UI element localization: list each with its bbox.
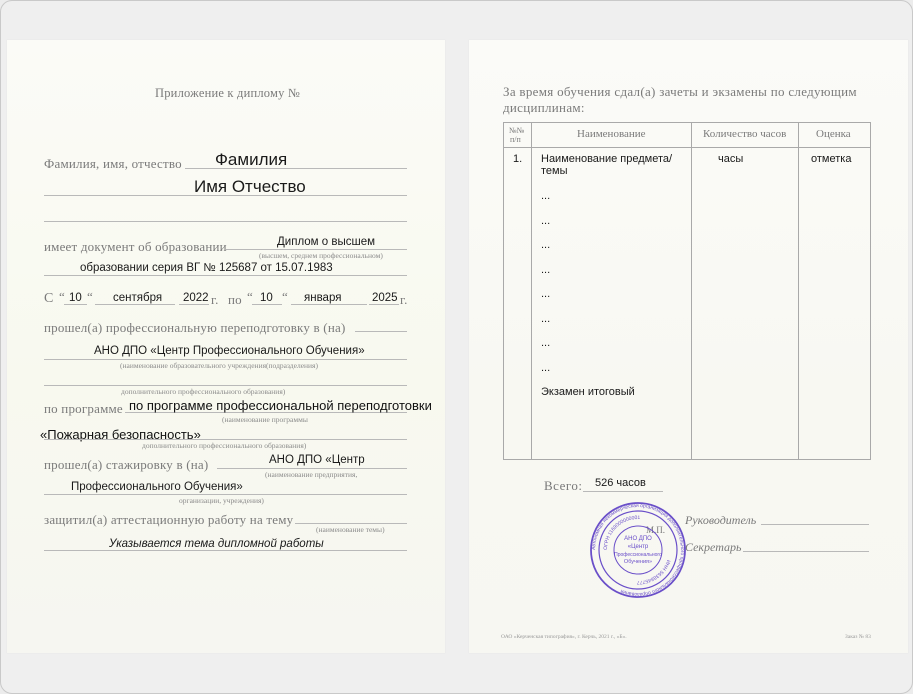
to-year: 2025 xyxy=(372,292,398,304)
thesis-line xyxy=(295,523,407,524)
col-hours-header: Количество часов xyxy=(703,128,787,140)
dots-row-6: ... xyxy=(541,313,551,325)
dop-hint-2: дополнительного профессионального образования) xyxy=(142,441,307,450)
diploma-right-page xyxy=(469,40,908,653)
mp-label: М.П. xyxy=(646,525,666,535)
fio-label: Фамилия, имя, отчество xyxy=(44,156,182,171)
to-month-line xyxy=(291,304,367,305)
table-header-divider xyxy=(503,147,870,148)
from-label: С xyxy=(44,291,54,306)
row1-num: 1. xyxy=(513,153,523,165)
thesis-line-2 xyxy=(44,550,407,551)
from-month-line xyxy=(95,304,175,305)
seal-center-1: АНО ДПО xyxy=(624,536,652,542)
seal-inn-text: ИНН 5638845777 xyxy=(636,558,672,586)
retrain-line xyxy=(355,331,407,332)
col-name-header: Наименование xyxy=(577,128,646,140)
to-label: по xyxy=(228,292,242,307)
intern-hint-2: организации, учреждения) xyxy=(179,496,264,505)
dots-row-2: ... xyxy=(541,215,551,227)
doc-value-2: образовании серия ВГ № 125687 от 15.07.1983 xyxy=(80,262,333,274)
head-signature-line xyxy=(761,524,869,525)
quote-close-1: “ xyxy=(87,289,93,304)
doc-hint: (высшем, среднем профессиональном) xyxy=(259,251,383,260)
col-num-header-2: п/п xyxy=(510,135,521,144)
to-day: 10 xyxy=(260,292,273,304)
doc-value-1: Диплом о высшем xyxy=(277,236,376,248)
seal-center-2: «Центр xyxy=(627,544,649,550)
printer-footer: ОАО «Керченская типография», г. Керчь, 2021 г., «Б». xyxy=(501,634,627,640)
to-month: января xyxy=(304,292,342,304)
surname-value: Фамилия xyxy=(215,150,288,169)
institution-line-2 xyxy=(44,385,407,386)
table-col-divider-1 xyxy=(531,122,532,459)
row1-grade: отметка xyxy=(811,153,852,165)
from-year-line xyxy=(179,304,209,305)
blank-line xyxy=(44,221,407,222)
total-line xyxy=(583,491,663,492)
thesis-hint: (наименование темы) xyxy=(316,525,385,534)
seal-middle-ring xyxy=(599,511,677,589)
dots-row-5: ... xyxy=(541,288,551,300)
dots-row-7: ... xyxy=(541,337,551,349)
intern-value-1: АНО ДПО «Центр xyxy=(269,454,365,466)
total-value: 526 часов xyxy=(595,477,646,489)
dots-row-1: ... xyxy=(541,190,551,202)
head-label: Руководитель xyxy=(685,513,757,527)
secretary-signature-line xyxy=(743,551,869,552)
dots-row-4: ... xyxy=(541,264,551,276)
order-footer: Заказ № 83 xyxy=(845,634,871,640)
from-day-line xyxy=(64,304,87,305)
intern-line xyxy=(217,468,407,469)
secretary-label: Секретарь xyxy=(685,540,742,554)
to-year-line xyxy=(369,304,399,305)
final-exam-row: Экзамен итоговый xyxy=(541,386,635,398)
row1-name-2: темы xyxy=(541,165,568,177)
seal-center-4: Обучения» xyxy=(623,559,653,565)
intern-line-2 xyxy=(44,494,407,495)
exams-heading-1: За время обучения сдал(а) зачеты и экзамены по следующим xyxy=(503,84,857,99)
retrain-label: прошел(а) профессиональную переподготовку в (на) xyxy=(44,320,346,335)
dots-row-3: ... xyxy=(541,239,551,251)
col-grade-header: Оценка xyxy=(816,128,851,140)
program-value-2: «Пожарная безопасность» xyxy=(40,427,201,442)
institution-hint: (наименование образовательного учреждения(подразделения) xyxy=(120,361,318,370)
doc-label: имеет документ об образовании xyxy=(44,239,227,254)
thesis-label: защитил(а) аттестационную работу на тему xyxy=(44,512,294,527)
seal-inner-ring xyxy=(614,526,662,574)
dots-row-8: ... xyxy=(541,362,551,374)
program-hint: (наименование программы xyxy=(222,415,308,424)
appendix-title: Приложение к диплому № xyxy=(155,86,301,100)
dop-hint: дополнительного профессионального образования) xyxy=(121,387,286,396)
seal-ogrn-text: ОГРН 1169000000001 xyxy=(602,514,641,551)
table-col-divider-3 xyxy=(798,122,799,459)
to-day-line xyxy=(252,304,282,305)
year-suffix-1: г. xyxy=(211,292,219,307)
name-patronymic-value: Имя Отчество xyxy=(194,177,306,196)
from-day: 10 xyxy=(69,292,82,304)
intern-hint: (наименование предприятия, xyxy=(265,470,358,479)
doc-line-2 xyxy=(44,275,407,276)
round-seal xyxy=(588,500,688,600)
diploma-left-page xyxy=(7,40,445,653)
program-value: по программе профессиональной переподготовки xyxy=(129,398,432,413)
seal-ring-text: Автономная некоммерческая организация дополнительного профессионального образования xyxy=(590,502,686,598)
intern-label: прошел(а) стажировку в (на) xyxy=(44,457,209,472)
intern-value-2: Профессионального Обучения» xyxy=(71,481,243,493)
program-line-2 xyxy=(44,439,407,440)
doc-line xyxy=(226,249,407,250)
exams-heading-2: дисциплинам: xyxy=(503,100,585,115)
institution-value: АНО ДПО «Центр Профессионального Обучения» xyxy=(94,345,365,357)
institution-line xyxy=(44,359,407,360)
total-label: Всего: xyxy=(544,478,583,493)
table-col-divider-2 xyxy=(691,122,692,459)
col-num-header-1: №№ xyxy=(509,126,525,135)
seal-center-3: Профессионального xyxy=(614,552,662,558)
row1-name-1: Наименование предмета/ xyxy=(541,153,673,165)
quote-close-2: “ xyxy=(282,289,288,304)
from-year: 2022 xyxy=(183,292,209,304)
row1-hours: часы xyxy=(718,153,744,165)
from-month: сентября xyxy=(113,292,163,304)
quote-open-2: “ xyxy=(247,289,253,304)
thesis-value: Указывается тема дипломной работы xyxy=(109,538,324,550)
quote-open-1: “ xyxy=(59,289,65,304)
year-suffix-2: г. xyxy=(400,292,408,307)
program-label: по программе xyxy=(44,401,123,416)
